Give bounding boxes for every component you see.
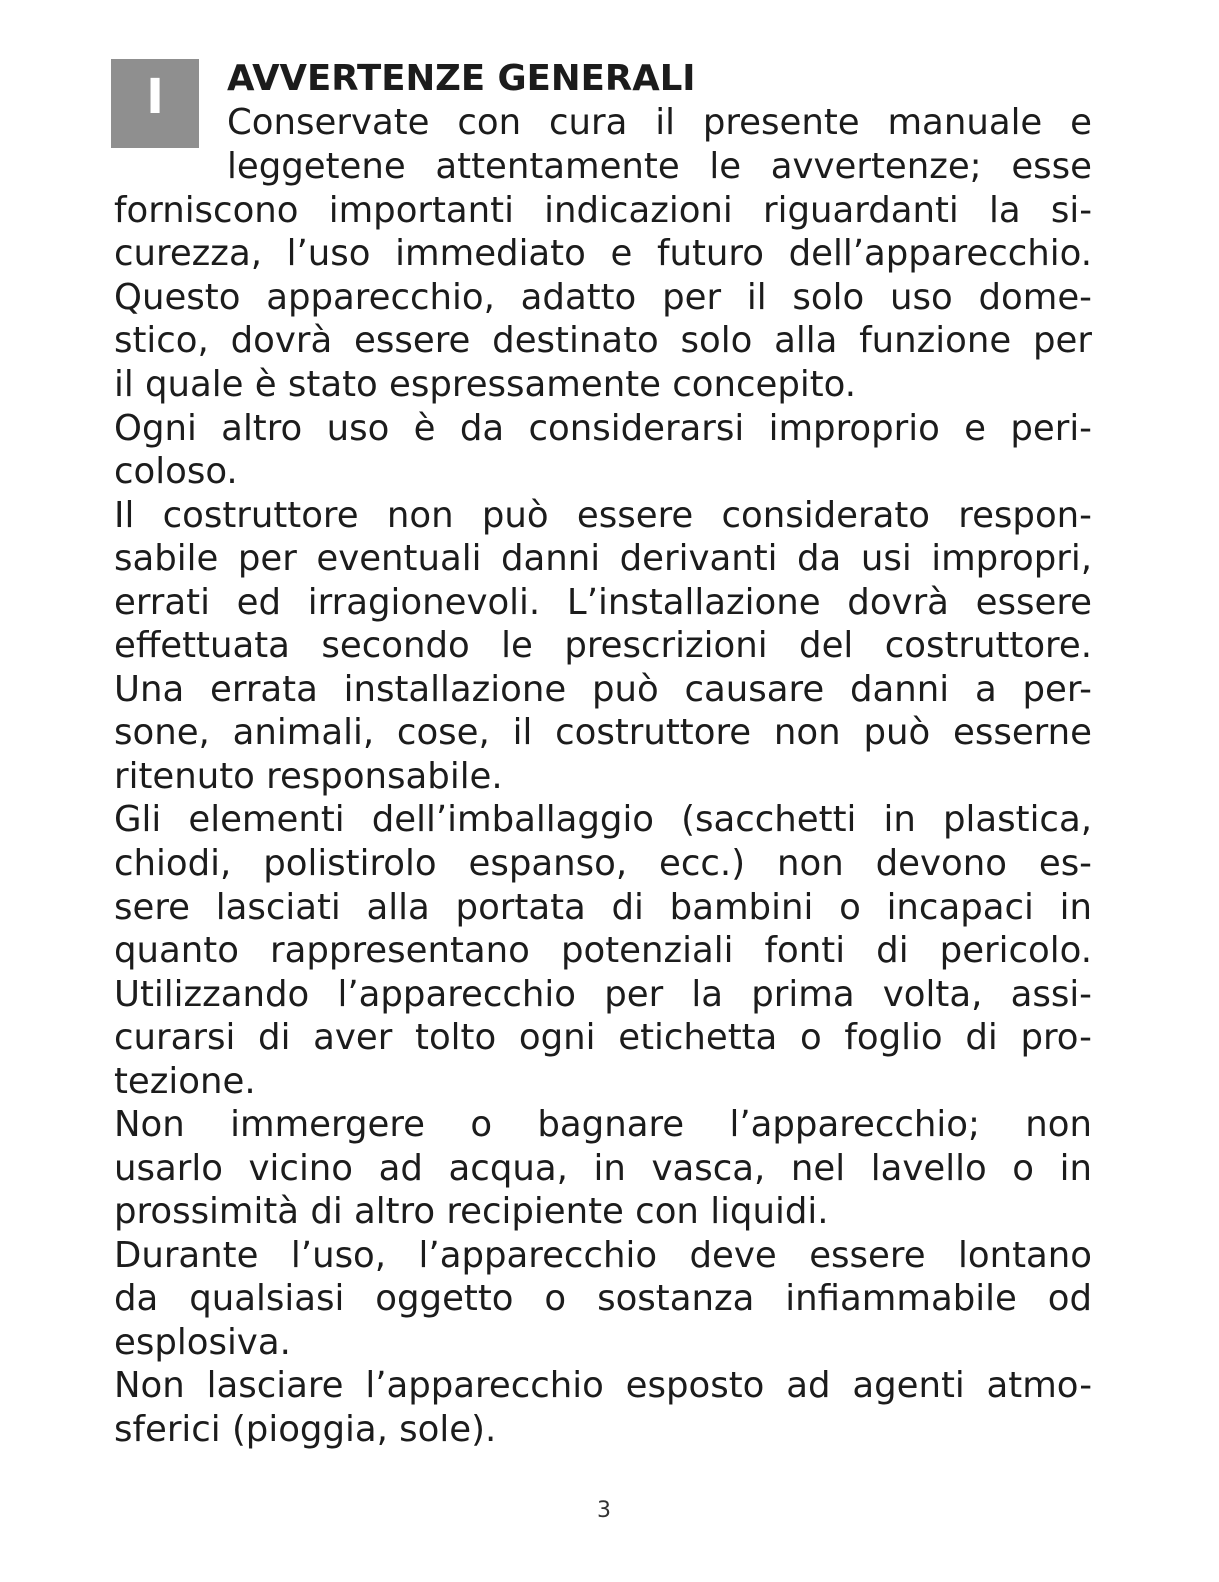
body-line: chiodi, polistirolo espanso, ecc.) non devono es- <box>114 843 1092 884</box>
body-line: il quale è stato espressamente concepito. <box>114 364 857 405</box>
body-line: Utilizzando l’apparecchio per la prima volta, assi- <box>114 974 1092 1015</box>
section-title: AVVERTENZE GENERALI <box>227 58 696 99</box>
body-line: stico, dovrà essere destinato solo alla funzione per <box>114 320 1092 361</box>
body-line: curarsi di aver tolto ogni etichetta o foglio di pro- <box>114 1017 1092 1058</box>
body-line: Il costruttore non può essere considerato respon- <box>114 495 1092 536</box>
body-line: Una errata installazione può causare danni a per- <box>114 669 1092 710</box>
language-badge: I <box>111 59 199 148</box>
body-line: coloso. <box>114 451 238 492</box>
body-line: esplosiva. <box>114 1322 291 1363</box>
body-line: sere lasciati alla portata di bambini o incapaci in <box>114 887 1092 928</box>
body-line: errati ed irragionevoli. L’installazione dovrà essere <box>114 582 1092 623</box>
body-line: ritenuto responsabile. <box>114 756 503 797</box>
body-line: Gli elementi dell’imballaggio (sacchetti in plastica, <box>114 799 1092 840</box>
body-line: Conservate con cura il presente manuale e <box>227 102 1092 143</box>
body-line: leggetene attentamente le avvertenze; esse <box>227 146 1092 187</box>
body-line: Ogni altro uso è da considerarsi improprio e peri- <box>114 408 1092 449</box>
body-line: sone, animali, cose, il costruttore non può esserne <box>114 712 1092 753</box>
body-line: Non immergere o bagnare l’apparecchio; non <box>114 1104 1092 1145</box>
body-line: curezza, l’uso immediato e futuro dell’apparecchio. <box>114 233 1092 274</box>
page-number: 3 <box>597 1498 611 1523</box>
body-line: effettuata secondo le prescrizioni del costruttore. <box>114 625 1092 666</box>
body-line: da qualsiasi oggetto o sostanza infiammabile od <box>114 1278 1092 1319</box>
body-line: usarlo vicino ad acqua, in vasca, nel lavello o in <box>114 1148 1092 1189</box>
body-line: quanto rappresentano potenziali fonti di pericolo. <box>114 930 1092 971</box>
body-line: sferici (pioggia, sole). <box>114 1409 497 1450</box>
body-line: Non lasciare l’apparecchio esposto ad agenti atmo- <box>114 1365 1092 1406</box>
body-line: Durante l’uso, l’apparecchio deve essere lontano <box>114 1235 1092 1276</box>
body-line: forniscono importanti indicazioni riguardanti la si- <box>114 190 1092 231</box>
body-line: sabile per eventuali danni derivanti da usi impropri, <box>114 538 1092 579</box>
body-line: prossimità di altro recipiente con liquidi. <box>114 1191 829 1232</box>
body-line: tezione. <box>114 1061 256 1102</box>
body-line: Questo apparecchio, adatto per il solo uso dome- <box>114 277 1092 318</box>
